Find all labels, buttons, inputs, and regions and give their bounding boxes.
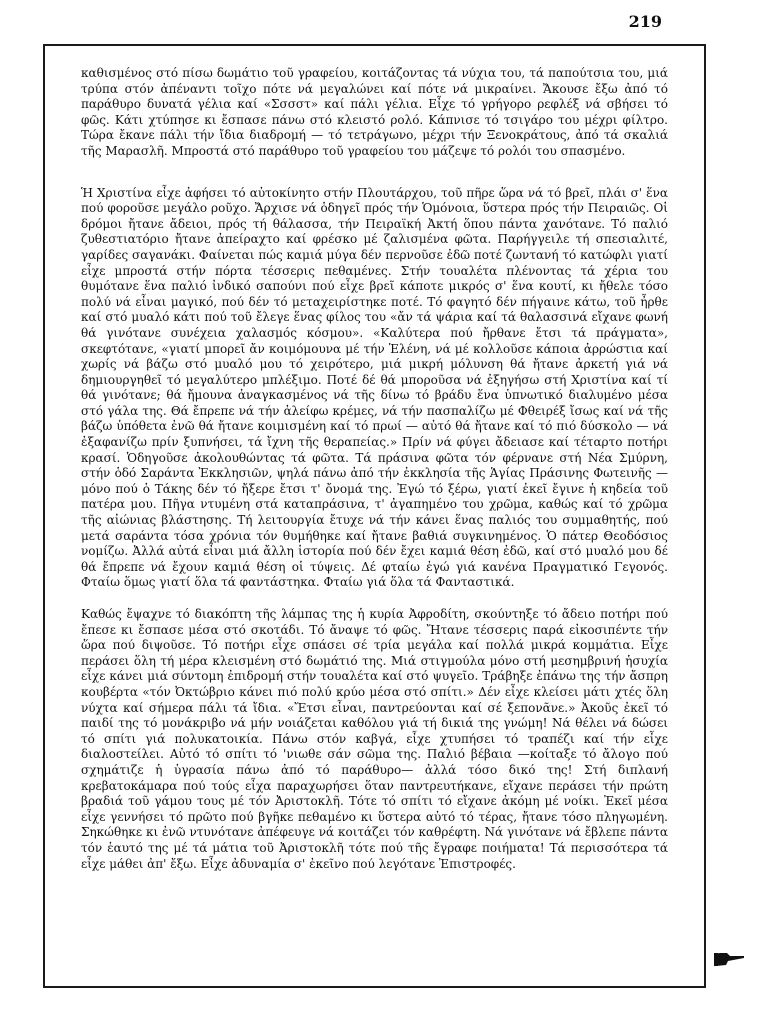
text-frame	[43, 44, 706, 988]
paragraph-3: Καθώς ἔψαχνε τό διακόπτη τῆς λάμπας της ἡ κυρία Ἀφροδίτη, σκούντηξε τό ἄδειο ποτήρι πού ἔπεσε κι ἔσπασε μέσα στό σκοτάδι. Τό ἄναψε τό φῶς. Ἤτανε τέσσερις παρά εἰκοσιπέντε τήν ὥρα πού διψοῦσε. Τό ποτήρι εἶχε σπάσει σέ τρία μεγάλα καί πολλά μικρά κομμάτια. Εἶχε περάσει ὅλη τή μέρα κλεισμένη στό δωμάτιό της. Μιά στιγμούλα μόνο στή μεσημβρινή ἡσυχία εἶχε κάνει μιά σύντομη ἐπιδρομή στήν τουαλέτα καί στό ψυγεῖο. Τράβηξε ἐπάνω της τήν ἄσπρη κουβέρτα «τόν Ὀκτώβριο κάνει πιό πολύ κρύο μέσα στό σπίτι.» Δέν εἶχε κλείσει μάτι χτές ὅλη νύχτα καί σήμερα πάλι τά ἴδια. «Ἔτσι εἶναι, παντρεύονται καί σέ ξεπονᾶνε.» Ἀκοῦς ἐκεῖ τό παιδί της τό μονάκριβο νά μήν νοιάζεται καθόλου γιά τή δικιά της γνώμη! Νά θέλει νά δώσει τό σπίτι γιά πολυκατοικία. Πάνω στόν καβγά, εἶχε χτυπήσει τό τραπέζι καί τήν εἶχε διαλοστείλει. Αὐτό τό σπίτι τό 'νιωθε σάν σῶμα της. Παλιό βέβαια —κοίταξε τό ἄλογο πού σχημάτιζε ἡ ὑγρασία πάνω ἀπό τό παράθυρο— ἀλλά τόσο δικό της! Στή διπλανή κρεβατοκάμαρα πού τούς εἶχα παραχωρήσει ὅταν παντρευτήκανε, εἴχανε περάσει τήν πρώτη βραδιά τοῦ γάμου τους μέ τόν Ἀριστοκλῆ. Τότε τό σπίτι τό εἴχανε ἀκόμη μέ νοίκι. Ἐκεῖ μέσα εἶχε γεννήσει τό πρῶτο πού βγῆκε πεθαμένο κι ὕστερα αὐτό τό τέρας, ἤτανε τόσο πληγωμένη. Σηκώθηκε κι ἐνῶ ντυνότανε ἀπέφευγε νά κοιτάζει τόν καθρέφτη. Νά γινότανε νά ἔβλεπε πάντα τόν ἑαυτό της μέ τά μάτια τοῦ Ἀριστοκλῆ τότε πού τῆς ἔγραφε ποιήματα! Τά περισσότερα τά εἶχε μάθει ἀπ' ἔξω. Εἶχε ἀδυναμία σ' ἐκεῖνο πού λεγότανε Ἐπιστροφές.	[81, 607, 668, 871]
paragraph-1: καθισμένος στό πίσω δωμάτιο τοῦ γραφείου, κοιτάζοντας τά νύχια του, τά παπούτσια του, μιά τρύπα στόν ἀπέναντι τοῖχο πότε νά μεγαλώνει καί πότε νά μικραίνει. Ἄκουσε ἔξω ἀπό τό παράθυρο δυνατά γέλια καί «Σσσστ» καί πάλι γέλια. Εἶχε τό γρήγορο ρεφλέξ νά σβήσει τό φῶς. Κάτι χτύπησε κι ἔσπασε πάνω στό κλειστό ρολό. Κάπνισε τό τσιγάρο του μέχρι φίλτρο. Τώρα ἔκανε πάλι τήν ἴδια διαδρομή — τό τετράγωνο, μέχρι τήν Ξενοκράτους, ἀπό τά σκαλιά τῆς Μαρασλῆ. Μπροστά στό παράθυρο τοῦ γραφείου του μάζεψε τό ρολόι του σπασμένο.	[81, 66, 668, 158]
pointing-hand-icon	[712, 950, 746, 968]
paragraph-2: Ἡ Χριστίνα εἶχε ἀφήσει τό αὐτοκίνητο στήν Πλουτάρχου, τοῦ πῆρε ὥρα νά τό βρεῖ, πλάι σ' ἕνα πού φοροῦσε μεγάλο ροῦχο. Ἄρχισε νά ὁδηγεῖ πρός τήν Ὁμόνοια, ὕστερα πρός τήν Πειραιῶς. Οἱ δρόμοι ἤτανε ἄδειοι, πρός τή θάλασσα, τήν Πειραϊκή Ἀκτή ὅπου πάντα χανότανε. Τό παλιό ζυθεστιατόριο ἤτανε ἀπείραχτο καί φρέσκο μέ ζαλισμένα φῶτα. Παρήγγειλε τή σπεσιαλιτέ, γαρίδες σαγανάκι. Φαίνεται πώς καμιά μύγα δέν περνοῦσε ἐδῶ ποτέ ζωντανή τό κατώφλι γιατί εἶχε μπροστά στήν πόρτα τέσσερις πεθαμένες. Στήν τουαλέτα πλένοντας τά χέρια του θυμότανε ἕνα παλιό ἰνδικό σαπούνι πού εἶχε βρεῖ κάποτε μικρός σ' ἕνα κουτί, κι ἤθελε τόσο πολύ νά εἶναι μαγικό, πού δέν τό μεταχειρίστηκε ποτέ. Τό φαγητό δέν πήγαινε κάτω, τοῦ ἦρθε καί στό μυαλό κάτι πού τοῦ ἔλεγε ἕνας φίλος του «ἄν τά ψάρια καί τά θαλασσινά εἴχανε φωνή θά γινότανε συνέχεια χαλασμός κόσμου». «Καλύτερα πού ἤρθανε ἔτσι τά πράγματα», σκεφτότανε, «γιατί μπορεῖ ἄν κοιμόμουνα μέ τήν Ἑλένη, νά μέ κολλοῦσε κάποια ἀρρώστια καί χωρίς νά βάζω στό μυαλό μου τό χειρότερο, μιά μικρή μόλυνση θά ἤτανε ἀρκετή γιά νά δημιουργηθεῖ τό μεγαλύτερο μπλέξιμο. Ποτέ δέ θά μποροῦσα νά ἐξηγήσω στή Χριστίνα καί τί θά γινότανε; θά ἤμουνα ἀναγκασμένος νά τῆς δίνω τό βράδυ ἕνα ὑπνωτικό διαλυμένο μέσα στό γάλα της. Θά ἔπρεπε νά τήν ἀλείφω κρέμες, νά τήν πασπαλίζω μέ Φθειρέξ ἴσως καί νά τῆς βάζω ὑπόθετα ἐνῶ θά ἤτανε κοιμισμένη καί τό πρωί — αὐτό θά ἤτανε καί τό πιό δύσκολο — νά ἐξαφανίζω πρίν ξυπνήσει, τά ἴχνη τῆς θεραπείας.» Πρίν νά φύγει ἄδειασε καί τέταρτο ποτήρι κρασί. Ὁδηγοῦσε ἀκολουθώντας τά φῶτα. Τά πράσινα φῶτα τόν φέρνανε στή Νέα Σμύρνη, στήν ὁδό Σαράντα Ἐκκλησιῶν, ψηλά πάνω ἀπό τήν ἐκκλησία τῆς Ἁγίας Πράσινης Φωτεινῆς — μόνο πού ὁ Τάκης δέν τό ἤξερε ἔτσι τ' ὄνομά της. Ἐγώ τό ξέρω, γιατί ἐκεῖ ἔγινε ἡ κηδεία τοῦ πατέρα μου. Πῆγα ντυμένη στά καταπράσινα, τ' ἀγαπημένο του χρῶμα, καθώς καί τό χρῶμα τῆς αἰώνιας βλάστησης. Τή λειτουργία ἔτυχε νά τήν κάνει ἕνας παλιός του συμμαθητής, πού μετά σαράντα τόσα χρόνια τόν θυμήθηκε καί ἤτανε βαθιά συγκινημένος. Ὁ πάτερ Θεοδόσιος νομίζω. Ἀλλά αὐτά εἶναι μιά ἄλλη ἱστορία πού δέν ἔχει καμιά θέση ἐδῶ, καί στό μυαλό μου δέ θά ἔπρεπε νά ἔχουν καμιά θέση οἱ τύψεις. Δέ φταίω ἐγώ γιά κανένα Πραγματικό Γεγονός. Φταίω ὅμως γιατί ὅλα τά φαντάστηκα. Φταίω γιά ὅλα τά Φανταστικά.	[81, 185, 668, 590]
page-number: 219	[628, 12, 662, 31]
